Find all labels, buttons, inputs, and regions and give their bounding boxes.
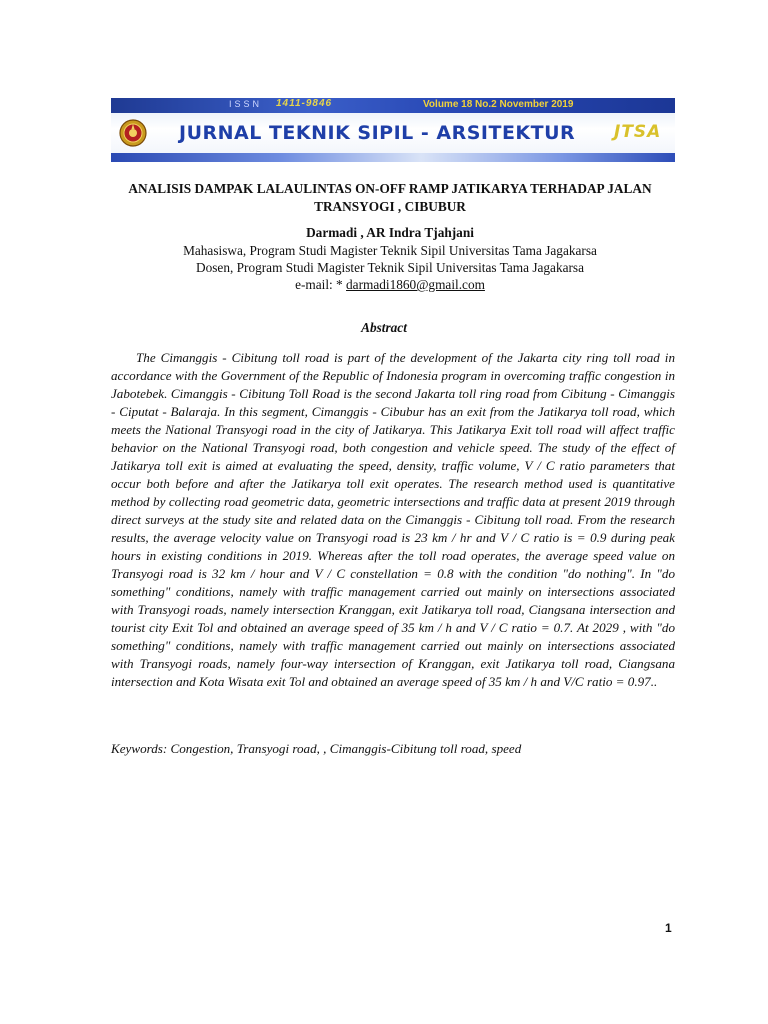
author-names: Darmadi , AR Indra Tjahjani — [306, 225, 474, 240]
journal-name: JURNAL TEKNIK SIPIL - ARSITEKTUR — [179, 122, 576, 144]
issn-label: ISSN — [229, 99, 263, 109]
email-line — [90, 276, 690, 293]
abstract-body: The Cimanggis - Cibitung toll road is part of the development of the Jakarta city ring toll road in accordance with the Government of the Republic of Indonesia program in overcoming traffic congestion in Jabotebek. Cimanggis - Cibitung Toll Road is the second Jakarta toll ring road from Cibitung - Cimanggis - Ciputat - Balaraja. In this segment, Cimanggis - Cibubur has an exit from the Jatikarya toll road, which meets the National Transyogi road in the city of Jatikarya. This Jatikarya Exit toll road will affect traffic behavior on the National Transyogi road, both congestion and vehicle speed. The study of the effect of Jatikarya toll exit is aimed at evaluating the speed, density, traffic volume, V / C ratio parameters that occur both before and after the Jatikarya toll exit operates. The research method used is quantitative method by collecting road geometric data, geometric intersections and traffic data at present 2019 through direct surveys at the study site and related data on the Cimanggis - Cibitung toll road. From the research results, the average velocity value on Transyogi road is 23 km / hr and V / C ratio is = 0.9 during peak hours in existing conditions in 2019. Whereas after the toll road operates, the average speed value on Transyogi road is 32 km / hour and V / C constellation = 0.8 with the condition "do nothing". In "do something" conditions, namely with traffic management carried out mainly on intersections associated with Transyogi roads, namely intersection Kranggan, exit Jatikarya toll road, Ciangsana intersection and tourist city Exit Tol and obtained an average speed of 35 km / h and V / C ratio = 0.7. At 2029 , with "do something" conditions, namely with traffic management carried out mainly on intersections associated with Transyogi roads, namely four-way intersection of Kranggan, exit Jatikarya toll road, Ciangsana intersection and Kota Wisata exit Tol and obtained an average speed of 35 km / h and V/C ratio = 0.97.. — [111, 350, 675, 689]
email-prefix: e-mail: * — [295, 277, 347, 292]
page-number: 1 — [665, 921, 672, 935]
affiliation-student: Mahasiswa, Program Studi Magister Teknik Sipil Universitas Tama Jagakarsa — [183, 243, 597, 258]
university-seal-icon — [119, 118, 147, 148]
issn-number: 1411-9846 — [276, 98, 333, 109]
banner-top-band — [111, 98, 675, 113]
email-link[interactable]: darmadi1860@gmail.com — [346, 277, 485, 292]
paper-title: ANALISIS DAMPAK LALAULINTAS ON-OFF RAMP JATIKARYA TERHADAP JALAN TRANSYOGI , CIBUBUR — [128, 181, 652, 214]
journal-banner — [111, 98, 675, 162]
affiliation-lecturer: Dosen, Program Studi Magister Teknik Sipil Universitas Tama Jagakarsa — [196, 260, 584, 275]
abstract-heading: Abstract — [361, 320, 407, 335]
keywords: Keywords: Congestion, Transyogi road, , Cimanggis-Cibitung toll road, speed — [111, 741, 522, 756]
banner-bottom-band — [111, 153, 675, 162]
journal-abbreviation: JTSA — [614, 122, 662, 142]
volume-label: Volume 18 No.2 November 2019 — [423, 99, 574, 110]
